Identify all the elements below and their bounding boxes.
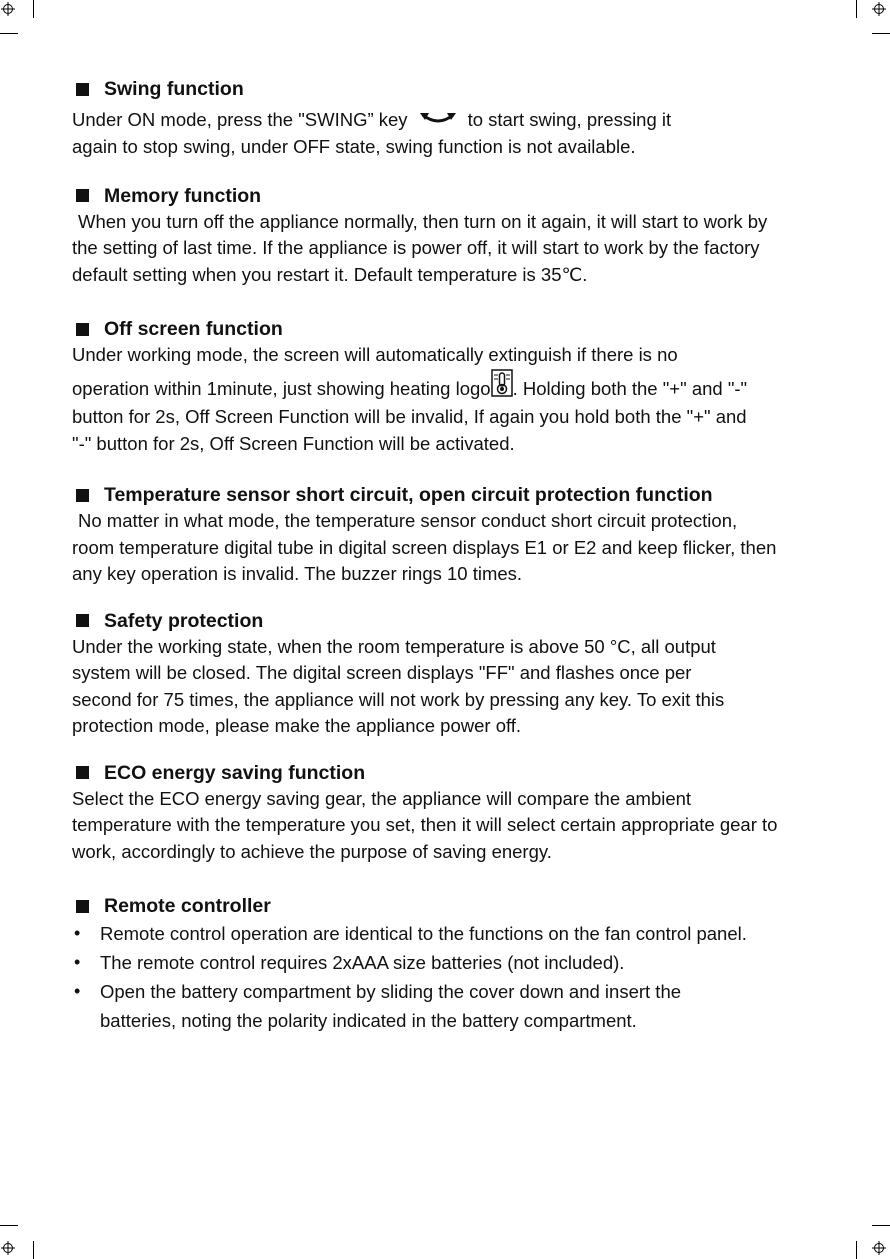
trim-mark	[0, 1225, 18, 1226]
swing-arrow-icon	[420, 108, 456, 135]
trim-mark	[872, 33, 890, 34]
remote-bullet-list	[72, 919, 752, 1035]
square-bullet-icon	[76, 766, 89, 779]
bullet-dot-icon: •	[74, 981, 81, 1002]
section-heading: Memory function	[72, 183, 792, 209]
safety-paragraph: Under the working state, when the room temperature is above 50 °C, all output system will be closed. The digital screen displays "FF" and flashes once per second for 75 times, the appliance will not work by pressing any key. To exit this protection mode, please make the appliance power off.	[72, 635, 725, 737]
manual-page	[72, 76, 792, 1035]
crosshair-icon	[872, 1241, 886, 1255]
trim-mark	[33, 1241, 34, 1259]
off-screen-paragraph: Under working mode, the screen will automatically extinguish if there is no operation within 1minute, just showing heating logo . Holding both the "+" and "-" button for 2s, Off Screen Function will be invalid, If again you hold both the "+" and "-" button for 2s, Off Screen Function will be activated.	[72, 344, 748, 454]
section-swing	[72, 76, 792, 161]
section-heading: ECO energy saving function	[72, 760, 792, 786]
trim-mark	[856, 0, 857, 18]
list-item: • The remote control requires 2xAAA size batteries (not included).	[72, 948, 752, 977]
trim-mark	[872, 1225, 890, 1226]
trim-mark	[0, 33, 18, 34]
crosshair-icon	[872, 2, 886, 16]
square-bullet-icon	[76, 614, 89, 627]
section-heading: Safety protection	[72, 608, 792, 634]
section-heading: Remote controller	[72, 893, 792, 919]
section-sensor-protection	[72, 482, 792, 588]
section-heading: Swing function	[72, 76, 792, 102]
bullet-dot-icon: •	[74, 952, 81, 973]
section-memory	[72, 183, 792, 289]
sensor-paragraph: No matter in what mode, the temperature sensor conduct short circuit protection, room temperature digital tube in digital screen displays E1 or E2 and keep flicker, then any key operation is invalid. The buzzer rings 10 times.	[72, 510, 777, 585]
list-item: • Open the battery compartment by sliding the cover down and insert the batteries, noting the polarity indicated in the battery compartment.	[72, 977, 752, 1035]
crosshair-icon	[1, 1241, 15, 1255]
list-item: • Remote control operation are identical to the functions on the fan control panel.	[72, 919, 752, 948]
bullet-dot-icon: •	[74, 923, 81, 944]
trim-mark	[856, 1241, 857, 1259]
swing-paragraph: Under ON mode, press the "SWING” key to start swing, pressing it again to stop swing, under OFF state, swing function is not available.	[72, 109, 672, 158]
square-bullet-icon	[76, 323, 89, 336]
section-safety-protection	[72, 608, 792, 740]
section-heading: Off screen function	[72, 316, 792, 342]
crosshair-icon	[1, 2, 15, 16]
section-eco	[72, 760, 792, 866]
memory-paragraph: When you turn off the appliance normally, then turn on it again, it will start to work by the setting of last time. If the appliance is power off, it will start to work by the factory default setting when you restart it. Default temperature is 35℃.	[72, 210, 768, 285]
section-off-screen	[72, 316, 792, 457]
square-bullet-icon	[76, 489, 89, 502]
square-bullet-icon	[76, 83, 89, 96]
section-heading: Temperature sensor short circuit, open circuit protection function	[72, 482, 792, 508]
square-bullet-icon	[76, 189, 89, 202]
square-bullet-icon	[76, 900, 89, 913]
heating-logo-icon	[491, 369, 513, 405]
trim-mark	[33, 0, 34, 18]
section-remote-controller	[72, 893, 792, 1035]
eco-paragraph: Select the ECO energy saving gear, the appliance will compare the ambient temperature with the temperature you set, then it will select certain appropriate gear to work, accordingly to achieve the purpose of saving energy.	[72, 787, 778, 862]
